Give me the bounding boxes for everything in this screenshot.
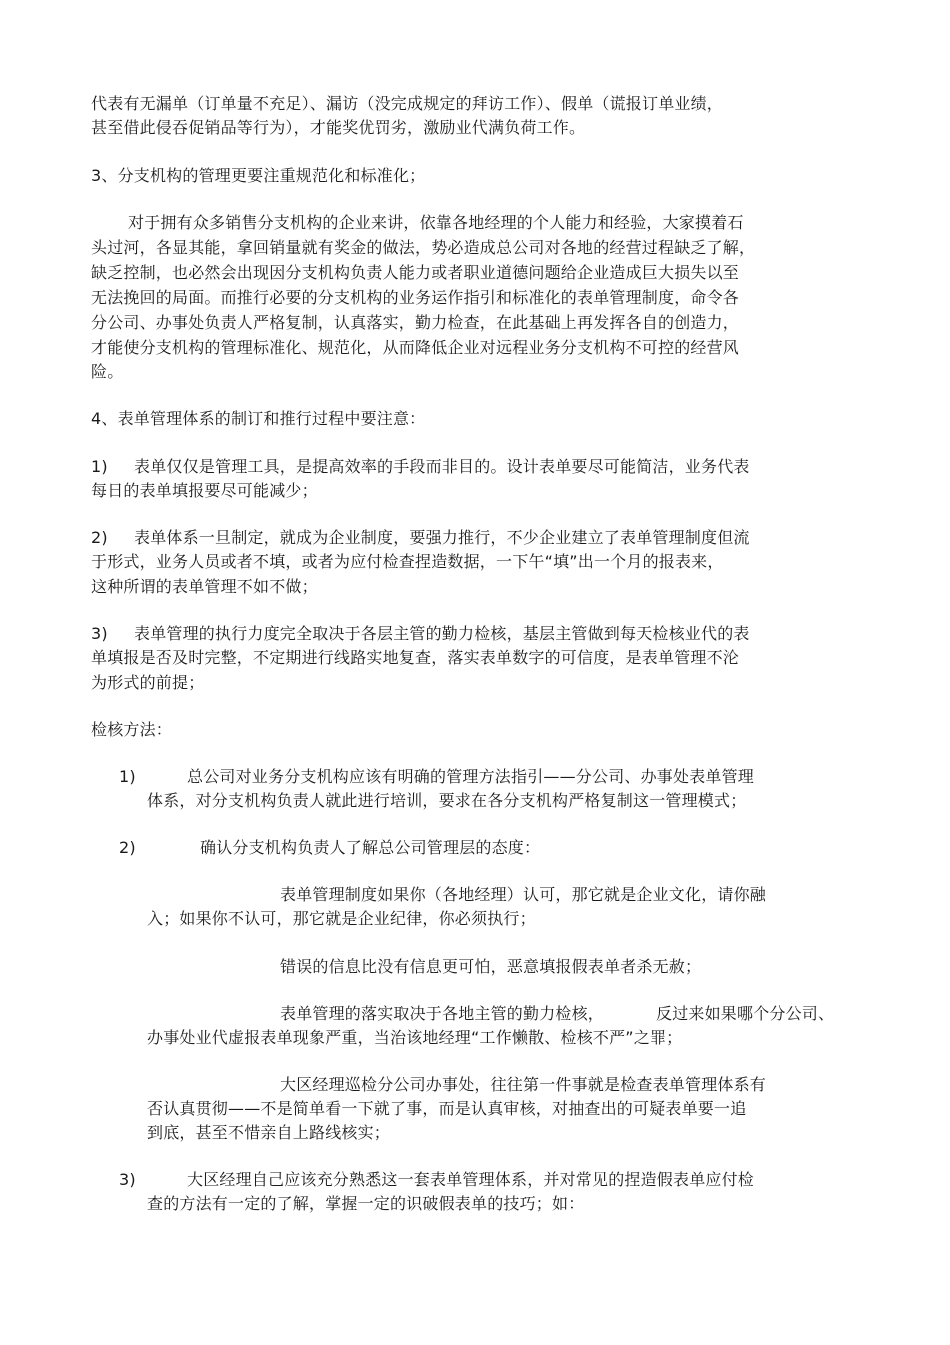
item-4-2-line-1: 表单体系一旦制定，就成为企业制度，要强力推行，不少企业建立了表单管理制度但流 (134, 528, 750, 547)
method-1-line-2: 体系，对分支机构负责人就此进行培训，要求在各分支机构严格复制这一管理模式； (147, 791, 747, 810)
heading-section-3: 3、分支机构的管理更要注重规范化和标准化； (91, 166, 426, 185)
sub-a-line-2: 入；如果你不认可，那它就是企业纪律，你必须执行； (147, 909, 536, 928)
heading-check-method: 检核方法： (91, 720, 173, 739)
heading-section-4: 4、表单管理体系的制订和推行过程中要注意： (91, 409, 426, 428)
item-4-2-line-3: 这种所谓的表单管理不如不做； (91, 577, 318, 596)
sub-d-line-2: 否认真贯彻——不是简单看一下就了事，而是认真审核，对抽查出的可疑表单要一追 (147, 1099, 747, 1118)
method-3-line-2: 查的方法有一定的了解，掌握一定的识破假表单的技巧；如： (147, 1194, 585, 1213)
intro-line-1: 代表有无漏单（订单量不充足）、漏访（没完成规定的拜访工作）、假单（谎报订单业绩， (91, 94, 724, 113)
sub-d-line-1: 大区经理巡检分公司办事处，往往第一件事就是检查表单管理体系有 (280, 1075, 767, 1094)
item-4-1-line-1: 表单仅仅是管理工具，是提高效率的手段而非目的。设计表单要尽可能简洁，业务代表 (134, 457, 750, 476)
item-4-1-number: 1) (91, 457, 108, 476)
method-1-line-1: 总公司对业务分支机构应该有明确的管理方法指引——分公司、办事处表单管理 (187, 767, 755, 786)
para-3-line-5: 分公司、办事处负责人严格复制，认真落实，勤力检查，在此基础上再发挥各自的创造力， (91, 313, 740, 332)
item-4-3-line-3: 为形式的前提； (91, 673, 205, 692)
method-2-number: 2) (119, 838, 136, 857)
para-3-line-1: 对于拥有众多销售分支机构的企业来讲，依靠各地经理的个人能力和经验，大家摸着石 (128, 213, 744, 232)
item-4-2-line-2: 于形式，业务人员或者不填，或者为应付检查捏造数据，一下午“填”出一个月的报表来， (91, 552, 724, 571)
para-3-line-4: 无法挽回的局面。而推行必要的分支机构的业务运作指引和标准化的表单管理制度，命令各 (91, 288, 740, 307)
para-3-line-7: 险。 (91, 362, 124, 381)
item-4-3-line-1: 表单管理的执行力度完全取决于各层主管的勤力检核，基层主管做到每天检核业代的表 (134, 624, 750, 643)
intro-line-2: 甚至借此侵吞促销品等行为），才能奖优罚劣，激励业代满负荷工作。 (91, 118, 586, 137)
sub-c-line-2: 办事处业代虚报表单现象严重，当治该地经理“工作懒散、检核不严”之罪； (147, 1028, 683, 1047)
item-4-3-line-2: 单填报是否及时完整，不定期进行线路实地复查，落实表单数字的可信度，是表单管理不沦 (91, 648, 740, 667)
sub-c-line-1-continued: 反过来如果哪个分公司、 (656, 1004, 835, 1023)
method-1-number: 1) (119, 767, 136, 786)
method-2-line-1: 确认分支机构负责人了解总公司管理层的态度： (200, 838, 541, 857)
sub-d-line-3: 到底，甚至不惜亲自上路线核实； (147, 1123, 391, 1142)
para-3-line-2: 头过河，各显其能，拿回销量就有奖金的做法，势必造成总公司对各地的经营过程缺乏了解， (91, 238, 756, 257)
para-3-line-3: 缺乏控制，也必然会出现因分支机构负责人能力或者职业道德问题给企业造成巨大损失以至 (91, 263, 740, 282)
method-3-line-1: 大区经理自己应该充分熟悉这一套表单管理体系，并对常见的捏造假表单应付检 (187, 1170, 755, 1189)
method-3-number: 3) (119, 1170, 136, 1189)
item-4-1-line-2: 每日的表单填报要尽可能减少； (91, 481, 318, 500)
item-4-2-number: 2) (91, 528, 108, 547)
item-4-3-number: 3) (91, 624, 108, 643)
sub-c-line-1: 表单管理的落实取决于各地主管的勤力检核， (280, 1004, 605, 1023)
sub-b-line-1: 错误的信息比没有信息更可怕，恶意填报假表单者杀无赦； (280, 957, 702, 976)
para-3-line-6: 才能使分支机构的管理标准化、规范化，从而降低企业对远程业务分支机构不可控的经营风 (91, 338, 740, 357)
sub-a-line-1: 表单管理制度如果你（各地经理）认可，那它就是企业文化，请你融 (280, 885, 767, 904)
